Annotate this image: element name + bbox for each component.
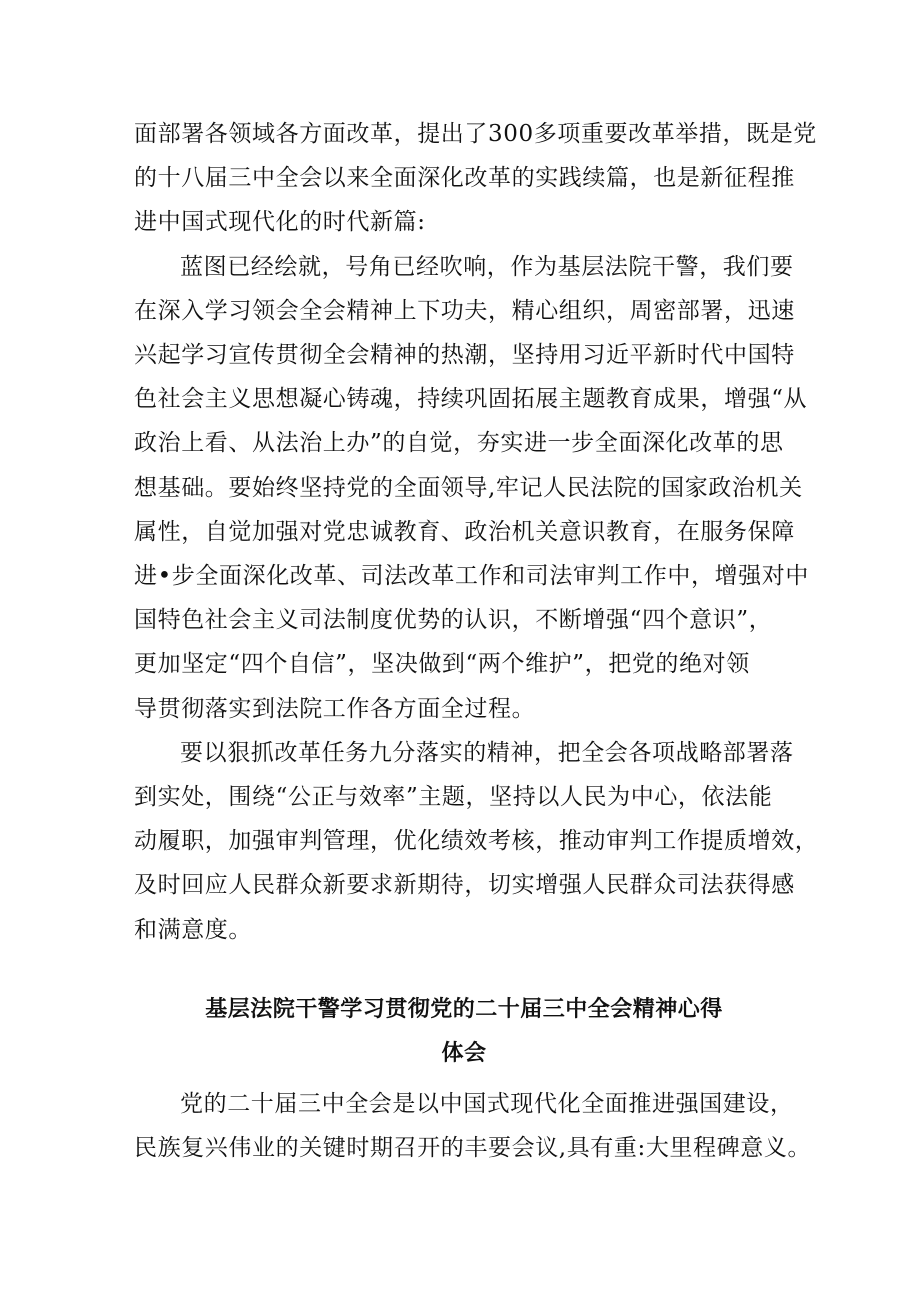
paragraph-continuation: [134, 112, 817, 245]
text-line: 动履职，加强审判管理，优化绩效考核，推动审判工作提质增效，: [134, 828, 819, 855]
section-heading: [134, 988, 794, 1076]
heading-line: 体会: [441, 1040, 487, 1066]
text-line: 在深入学习领会全会精神上下功夫，精心组织，周密部署，迅速: [134, 297, 795, 324]
text-line: 进中国式现代化的时代新篇:: [134, 209, 426, 236]
text-line: 国特色社会主义司法制度优势的认识，不断增强“四个意识”，: [134, 607, 773, 634]
text-line: 更加坚定“四个自信”，坚决做到“两个维护”，把党的绝对领: [134, 651, 750, 678]
text-line: 政治上看、从法治上办”的自觉，夯实进一步全面深化改革的思: [134, 430, 784, 457]
text-line: 进•步全面深化改革、司法改革工作和司法审判工作中，增强对中: [134, 563, 809, 590]
text-line: 兴起学习宣传贯彻全会精神的热潮，坚持用习近平新时代中国特: [134, 342, 795, 369]
text-line: 民族复兴伟业的关键时期召开的丰要会议,具有重:大里程碑意义。: [134, 1135, 812, 1162]
text-line: 到实处，围绕“公正与效率”主题，坚持以人民为中心，依法能: [134, 784, 773, 811]
paragraph-blueprint: [134, 245, 809, 731]
text-line: 党的二十届三中全会是以中国式现代化全面推进强国建设，: [180, 1090, 794, 1117]
text-line: 蓝图已经绘就，号角已经吹响，作为基层法院干警，我们要: [180, 253, 794, 280]
text-line: 的十八届三中全会以来全面深化改革的实践续篇，也是新征程推: [134, 165, 795, 192]
text-line: 要以狠抓改革任务九分落实的精神，把全会各项战略部署落: [180, 739, 794, 766]
paragraph-intro: [134, 1082, 812, 1170]
text-line: 面部署各领域各方面改革，提出了300多项重要改革举措，既是党: [134, 121, 817, 147]
text-line: 色社会主义思想凝心铸魂，持续巩固拓展主题教育成果，增强“从: [134, 386, 808, 413]
heading-line: 基层法院干警学习贯彻党的二十届三中全会精神心得: [205, 996, 723, 1022]
document-page: [134, 112, 819, 1170]
text-line: 及时回应人民群众新要求新期待，切实增强人民群众司法获得感: [134, 872, 795, 899]
paragraph-implementation: [134, 731, 819, 952]
text-line: 和满意度。: [134, 916, 252, 943]
text-line: 属性，自觉加强对党忠诚教育、政治机关意识教育，在服务保障: [134, 518, 795, 545]
text-line: 想基础。要始终坚持党的全面领导,牢记人民法院的国家政治机关: [134, 474, 803, 501]
text-line: 导贯彻落实到法院工作各方面全过程。: [134, 695, 536, 722]
